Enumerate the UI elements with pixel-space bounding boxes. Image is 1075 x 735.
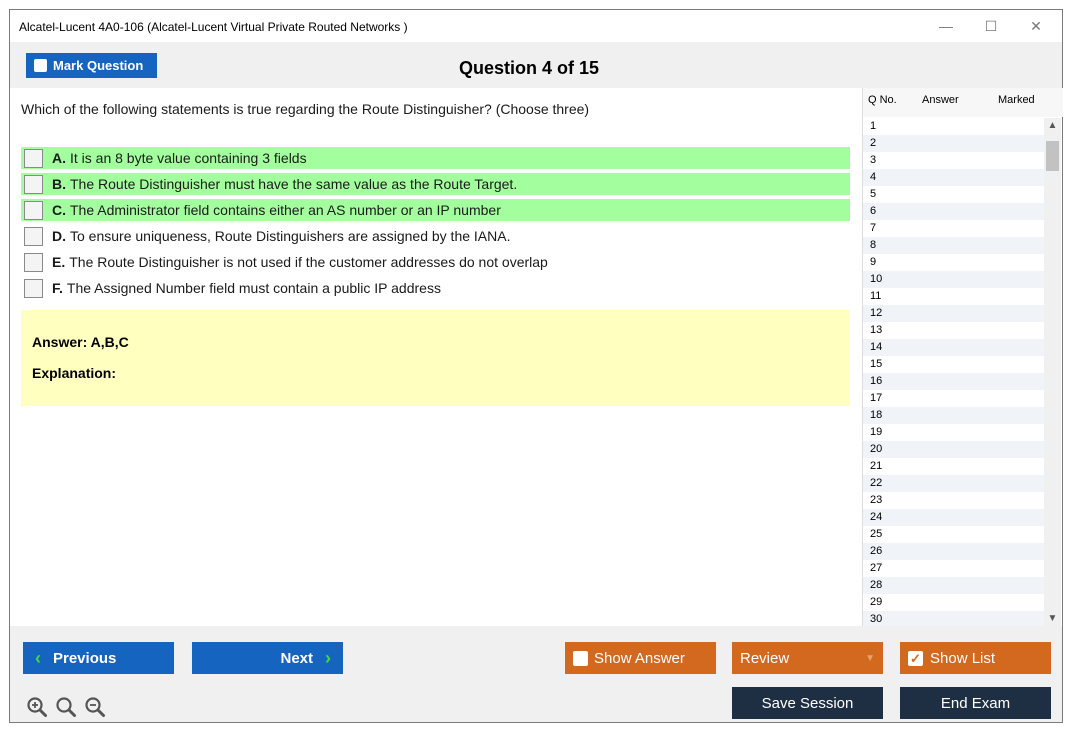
question-list-row[interactable]: 25 (870, 528, 883, 540)
zoom-in-icon[interactable] (26, 696, 48, 718)
option-a-letter: A. (52, 150, 66, 166)
question-list-panel (862, 88, 1062, 626)
option-d-letter: D. (52, 228, 66, 244)
question-list-row[interactable]: 27 (870, 562, 883, 574)
col-marked-header: Marked (998, 94, 1035, 106)
question-list-row[interactable]: 6 (863, 203, 1044, 220)
option-f-checkbox[interactable] (24, 279, 43, 298)
title-bar (10, 10, 1062, 42)
show-answer-checkbox-icon (573, 651, 588, 666)
previous-label: Previous (53, 649, 117, 667)
option-c-letter: C. (52, 202, 66, 218)
question-list-row[interactable]: 12 (863, 305, 1044, 322)
option-f-letter: F. (52, 280, 63, 296)
zoom-reset-icon[interactable] (55, 696, 77, 718)
col-qno-header: Q No. (868, 94, 897, 106)
window-title: Alcatel-Lucent 4A0-106 (Alcatel-Lucent Virtual Private Routed Networks ) (19, 20, 408, 34)
answer-box (21, 310, 850, 406)
chevron-left-icon: ‹ (35, 647, 41, 668)
mark-question-button[interactable] (26, 53, 157, 78)
question-panel (10, 88, 862, 626)
question-header (10, 42, 1062, 88)
question-list-row[interactable]: 13 (870, 324, 883, 336)
question-list-row[interactable]: 20 (863, 441, 1044, 458)
mark-question-label: Mark Question (53, 58, 144, 73)
app-window (9, 9, 1063, 723)
zoom-out-icon[interactable] (84, 696, 106, 718)
show-answer-label: Show Answer (594, 649, 685, 667)
question-list-header (863, 88, 1063, 117)
question-list-row[interactable]: 11 (870, 290, 882, 302)
explanation-label: Explanation: (32, 365, 117, 381)
option-c-text: The Administrator field contains either an AS number or an IP number (70, 202, 501, 218)
question-list-row[interactable]: 10 (863, 271, 1044, 288)
show-list-button[interactable] (900, 642, 1051, 674)
question-list-row[interactable]: 23 (870, 494, 883, 506)
question-list-row[interactable]: 17 (870, 392, 883, 404)
option-e-text: The Route Distinguisher is not used if the customer addresses do not overlap (69, 254, 548, 270)
scroll-thumb[interactable] (1046, 141, 1059, 171)
option-f-text: The Assigned Number field must contain a public IP address (66, 280, 441, 296)
maximize-button[interactable]: ☐ (984, 18, 998, 34)
review-dropdown[interactable] (732, 642, 883, 674)
question-list-row[interactable]: 7 (870, 222, 877, 234)
checkbox-icon (34, 59, 47, 72)
scroll-up-icon[interactable]: ▲ (1047, 120, 1058, 131)
option-e[interactable] (21, 251, 850, 273)
question-list-row[interactable]: 5 (870, 188, 877, 200)
option-e-checkbox[interactable] (24, 253, 43, 272)
question-list-row[interactable]: 18 (863, 407, 1044, 424)
option-d-text: To ensure uniqueness, Route Distinguishers are assigned by the IANA. (70, 228, 511, 244)
question-list-row[interactable]: 28 (863, 577, 1044, 594)
next-label: Next (280, 649, 313, 667)
option-a[interactable] (21, 147, 850, 169)
close-button[interactable]: ✕ (1030, 18, 1042, 34)
show-list-label: Show List (930, 649, 996, 667)
option-b-text: The Route Distinguisher must have the same value as the Route Target. (70, 176, 518, 192)
question-list-row[interactable]: 9 (870, 256, 877, 268)
save-session-button[interactable]: Save Session (732, 687, 883, 719)
option-d[interactable] (21, 225, 850, 247)
minimize-button[interactable]: — (939, 18, 953, 34)
next-button[interactable] (192, 642, 343, 674)
question-list-row[interactable]: 2 (863, 135, 1044, 152)
option-c[interactable] (21, 199, 850, 221)
question-list-row[interactable]: 1 (870, 120, 877, 132)
option-b[interactable] (21, 173, 850, 195)
option-a-text: It is an 8 byte value containing 3 fields (70, 150, 307, 166)
question-list-row[interactable]: 30 (863, 611, 1044, 626)
footer-toolbar (10, 626, 1062, 722)
answer-line: Answer: A,B,C (32, 334, 129, 350)
review-label: Review (740, 649, 790, 667)
col-answer-header: Answer (922, 94, 959, 106)
question-list-row[interactable]: 3 (870, 154, 877, 166)
question-list-row[interactable]: 29 (870, 596, 883, 608)
dropdown-arrow-icon: ▼ (865, 652, 875, 664)
show-answer-button[interactable] (565, 642, 716, 674)
previous-button[interactable] (23, 642, 174, 674)
question-list-rows (863, 118, 1044, 626)
option-b-letter: B. (52, 176, 66, 192)
question-list-row[interactable]: 14 (863, 339, 1044, 356)
option-c-checkbox[interactable] (24, 201, 43, 220)
question-list-scrollbar[interactable] (1044, 118, 1061, 626)
option-f[interactable] (21, 277, 850, 299)
chevron-right-icon: › (325, 647, 331, 668)
question-list-row[interactable]: 16 (863, 373, 1044, 390)
question-counter: Question 4 of 15 (459, 58, 600, 78)
end-exam-button[interactable]: End Exam (900, 687, 1051, 719)
option-d-checkbox[interactable] (24, 227, 43, 246)
option-a-checkbox[interactable] (24, 149, 43, 168)
question-list-row[interactable]: 19 (870, 426, 883, 438)
question-list-row[interactable]: 4 (863, 169, 1044, 186)
option-b-checkbox[interactable] (24, 175, 43, 194)
question-text: Which of the following statements is true regarding the Route Distinguisher? (Choose three) (21, 101, 590, 117)
question-list-row[interactable]: 26 (863, 543, 1044, 560)
scroll-down-icon[interactable]: ▼ (1047, 613, 1058, 624)
option-e-letter: E. (52, 254, 66, 270)
question-list-row[interactable]: 22 (863, 475, 1044, 492)
question-list-row[interactable]: 24 (863, 509, 1044, 526)
question-list-row[interactable]: 8 (863, 237, 1044, 254)
question-list-row[interactable]: 15 (870, 358, 883, 370)
question-list-row[interactable]: 21 (870, 460, 883, 472)
checked-checkbox-icon: ✓ (908, 651, 923, 666)
